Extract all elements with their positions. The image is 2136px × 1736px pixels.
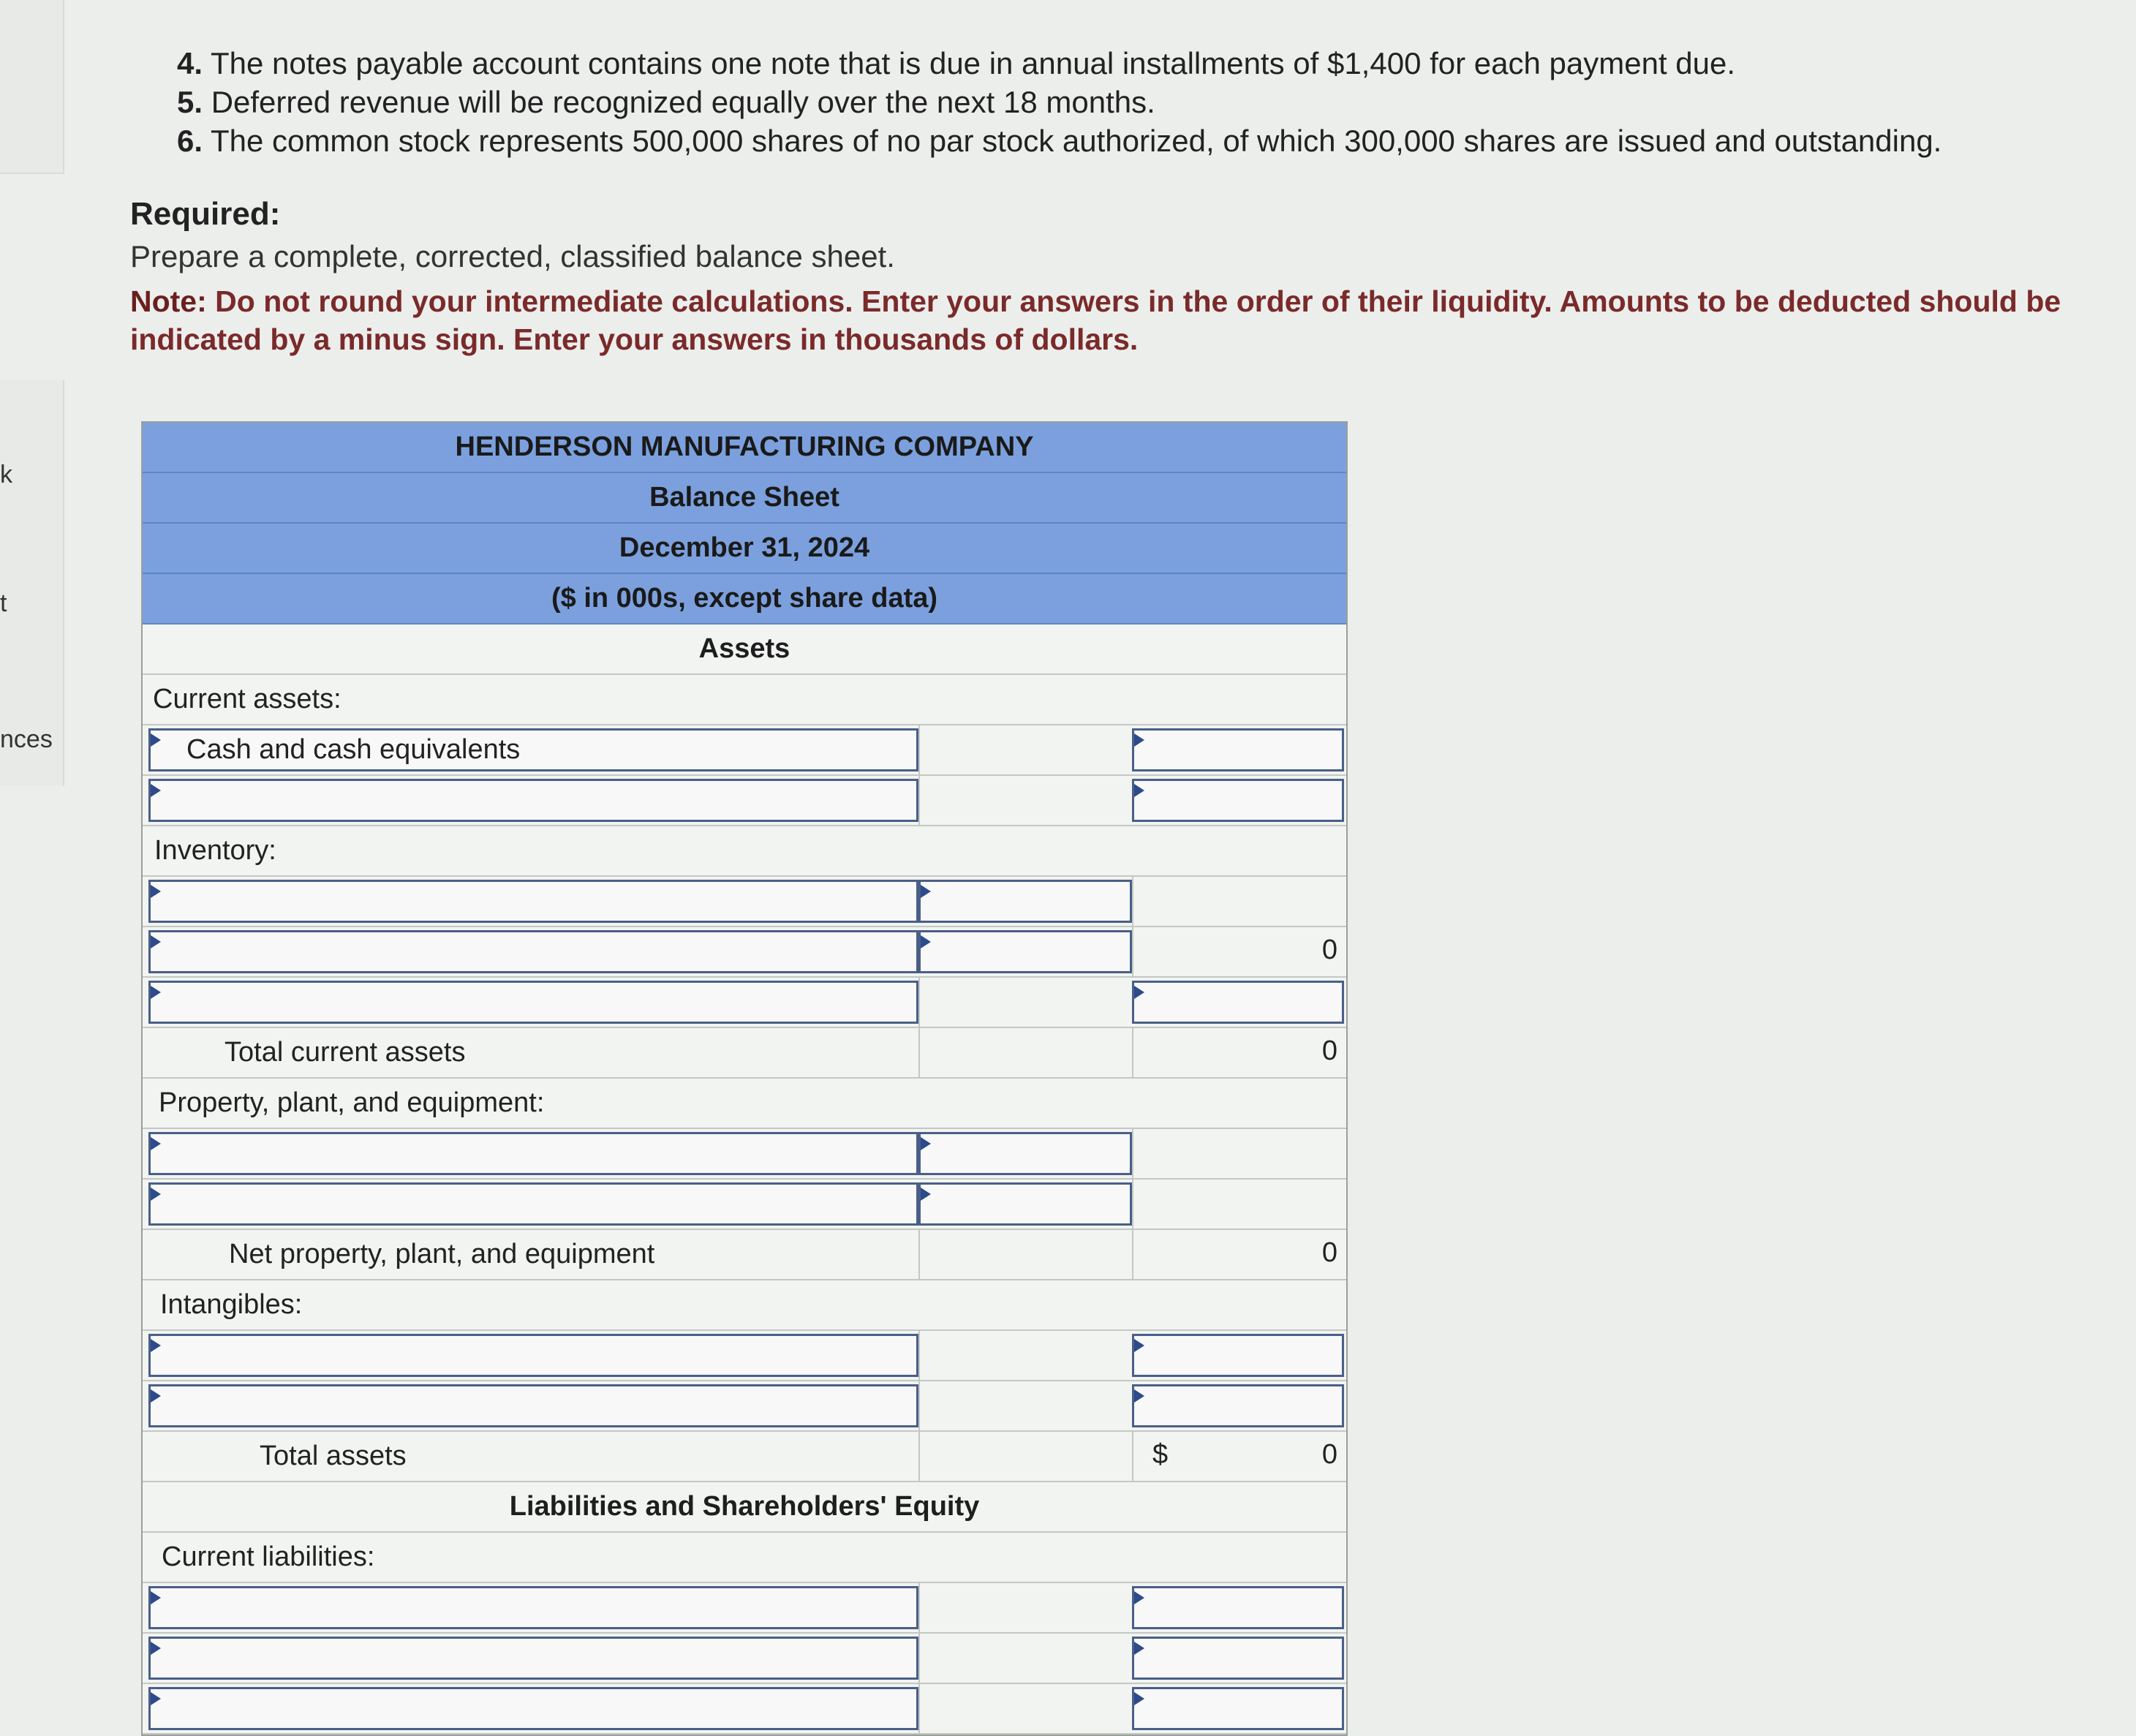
statement-date: December 31, 2024 <box>143 524 1346 574</box>
dropdown-arrow-icon <box>921 1137 931 1150</box>
question-item: 4. The notes payable account contains one note that is due in annual installments of $1,400 for each payment due. <box>177 46 1736 80</box>
account-select[interactable] <box>148 930 918 973</box>
amount-cell <box>918 1230 1133 1279</box>
intangibles-label: Intangibles: <box>160 1289 303 1320</box>
sidebar-item-k[interactable] <box>0 380 64 521</box>
ppe-entry-row <box>143 1129 1346 1180</box>
dropdown-arrow-icon <box>151 1188 161 1201</box>
amount-input[interactable] <box>918 1132 1132 1175</box>
dropdown-arrow-icon <box>921 935 931 948</box>
amount-input[interactable] <box>1132 728 1344 771</box>
total-current-assets-value: 0 <box>1321 1035 1337 1066</box>
dropdown-arrow-icon <box>921 885 931 898</box>
total-current-assets-row <box>143 1028 1346 1079</box>
total-assets-row <box>143 1432 1346 1482</box>
sidebar-item-t[interactable] <box>0 519 64 689</box>
liability-entry-row <box>143 1684 1346 1735</box>
total-current-assets-label: Total current assets <box>224 1037 466 1068</box>
dropdown-arrow-icon <box>1134 784 1144 797</box>
amount-input[interactable] <box>1132 1687 1344 1730</box>
amount-input[interactable] <box>1132 1586 1344 1629</box>
amount-cell[interactable] <box>918 1583 1133 1632</box>
inventory-entry-row <box>143 877 1346 927</box>
intangible-entry-row <box>143 1381 1346 1432</box>
dropdown-arrow-icon <box>1134 986 1144 999</box>
dropdown-arrow-icon <box>151 885 161 898</box>
sidebar-tab[interactable] <box>0 0 64 174</box>
liability-entry-row <box>143 1583 1346 1634</box>
amount-input[interactable] <box>918 1182 1132 1226</box>
balance-sheet <box>141 421 1348 1736</box>
ppe-entry-row <box>143 1180 1346 1230</box>
total-current-assets-cell <box>1132 1028 1348 1077</box>
amount-cell <box>1132 1180 1348 1229</box>
account-select[interactable] <box>148 1334 918 1377</box>
intangible-entry-row <box>143 1331 1346 1381</box>
assets-heading: Assets <box>143 624 1346 675</box>
currency-symbol: $ <box>1152 1439 1169 1470</box>
amount-input[interactable] <box>1132 779 1344 822</box>
current-asset-entry-row <box>143 978 1346 1028</box>
amount-cell[interactable] <box>918 1634 1133 1683</box>
inventory-row <box>143 826 1346 877</box>
net-ppe-label: Net property, plant, and equipment <box>229 1239 655 1269</box>
ppe-label: Property, plant, and equipment: <box>159 1087 545 1118</box>
amount-cell <box>918 1432 1133 1481</box>
liabilities-equity-heading: Liabilities and Shareholders' Equity <box>143 1482 1346 1533</box>
sidebar-item-label: t <box>0 589 7 617</box>
required-heading: Required: <box>130 196 281 232</box>
question-item: 5. Deferred revenue will be recognized equally over the next 18 months. <box>177 85 1155 119</box>
account-select[interactable] <box>148 1687 918 1730</box>
left-sidebar <box>0 0 64 1719</box>
total-assets-value: 0 <box>1321 1439 1337 1470</box>
sidebar-item-label: nces <box>0 725 53 753</box>
account-select[interactable] <box>148 779 918 822</box>
amount-input[interactable] <box>1132 1384 1344 1427</box>
amount-cell[interactable] <box>918 1331 1133 1380</box>
dropdown-arrow-icon <box>1134 1642 1144 1655</box>
amount-input[interactable] <box>1132 1334 1344 1377</box>
inventory-entry-row <box>143 927 1346 978</box>
current-assets-label: Current assets: <box>153 684 341 714</box>
liability-entry-row <box>143 1634 1346 1684</box>
inventory-label: Inventory: <box>154 835 276 866</box>
amount-cell[interactable] <box>918 1381 1133 1430</box>
total-assets-label: Total assets <box>260 1441 407 1471</box>
question-list <box>177 44 1941 160</box>
amount-cell <box>1132 1129 1348 1178</box>
current-asset-entry-row <box>143 776 1346 826</box>
amount-input[interactable] <box>1132 981 1344 1024</box>
dropdown-arrow-icon <box>921 1188 931 1201</box>
company-name: HENDERSON MANUFACTURING COMPANY <box>143 423 1346 473</box>
dropdown-arrow-icon <box>151 935 161 948</box>
amount-cell <box>1132 877 1348 926</box>
amount-input[interactable] <box>1132 1637 1344 1680</box>
account-select[interactable] <box>148 1586 918 1629</box>
amount-cell[interactable] <box>918 725 1133 774</box>
required-text: Prepare a complete, corrected, classified balance sheet. <box>130 239 895 273</box>
question-item: 6. The common stock represents 500,000 shares of no par stock authorized, of which 300,000 shares are issued and outstanding. <box>177 124 1942 158</box>
amount-cell[interactable] <box>918 978 1133 1027</box>
dropdown-arrow-icon <box>151 1389 161 1403</box>
statement-title: Balance Sheet <box>143 473 1346 524</box>
net-ppe-value: 0 <box>1321 1237 1337 1268</box>
dropdown-arrow-icon <box>151 1642 161 1655</box>
net-ppe-row <box>143 1230 1346 1280</box>
sidebar-item-nces[interactable] <box>0 687 64 786</box>
amount-cell <box>918 1028 1133 1077</box>
account-select[interactable] <box>148 981 918 1024</box>
statement-units: ($ in 000s, except share data) <box>143 574 1346 624</box>
dropdown-arrow-icon <box>151 1692 161 1705</box>
account-select[interactable] <box>148 1637 918 1680</box>
dropdown-arrow-icon <box>1134 1389 1144 1403</box>
ppe-row <box>143 1079 1346 1129</box>
dropdown-arrow-icon <box>1134 733 1144 747</box>
amount-input[interactable] <box>918 930 1132 973</box>
current-assets-row <box>143 675 1346 725</box>
current-liabilities-label: Current liabilities: <box>162 1541 375 1572</box>
sidebar-item-label: k <box>0 461 12 488</box>
current-liabilities-row <box>143 1533 1346 1583</box>
dropdown-arrow-icon <box>151 1137 161 1150</box>
account-select[interactable] <box>148 1182 918 1226</box>
amount-input[interactable] <box>918 880 1132 923</box>
cash-row <box>143 725 1346 776</box>
amount-cell[interactable] <box>918 776 1133 825</box>
inventory-subtotal-cell <box>1132 927 1348 976</box>
dropdown-arrow-icon <box>151 1339 161 1352</box>
dropdown-arrow-icon <box>1134 1692 1144 1705</box>
dropdown-arrow-icon <box>1134 1591 1144 1604</box>
total-assets-cell <box>1132 1432 1348 1481</box>
note-text: Note: Do not round your intermediate calculations. Enter your answers in the order of their liquidity. Amounts to be deducted should be indicated by a minus sign. Enter your answers in thousands of dollars. <box>130 284 2061 356</box>
cash-label: Cash and cash equivalents <box>186 734 521 765</box>
amount-cell[interactable] <box>918 1684 1133 1733</box>
account-select[interactable] <box>148 880 918 923</box>
dropdown-arrow-icon <box>151 784 161 797</box>
account-select[interactable] <box>148 1384 918 1427</box>
inventory-subtotal-value: 0 <box>1321 935 1337 965</box>
net-ppe-cell <box>1132 1230 1348 1279</box>
dropdown-arrow-icon <box>151 1591 161 1604</box>
dropdown-arrow-icon <box>1134 1339 1144 1352</box>
dropdown-arrow-icon <box>151 986 161 999</box>
account-select[interactable] <box>148 1132 918 1175</box>
intangibles-row <box>143 1280 1346 1331</box>
dropdown-arrow-icon <box>151 733 161 747</box>
